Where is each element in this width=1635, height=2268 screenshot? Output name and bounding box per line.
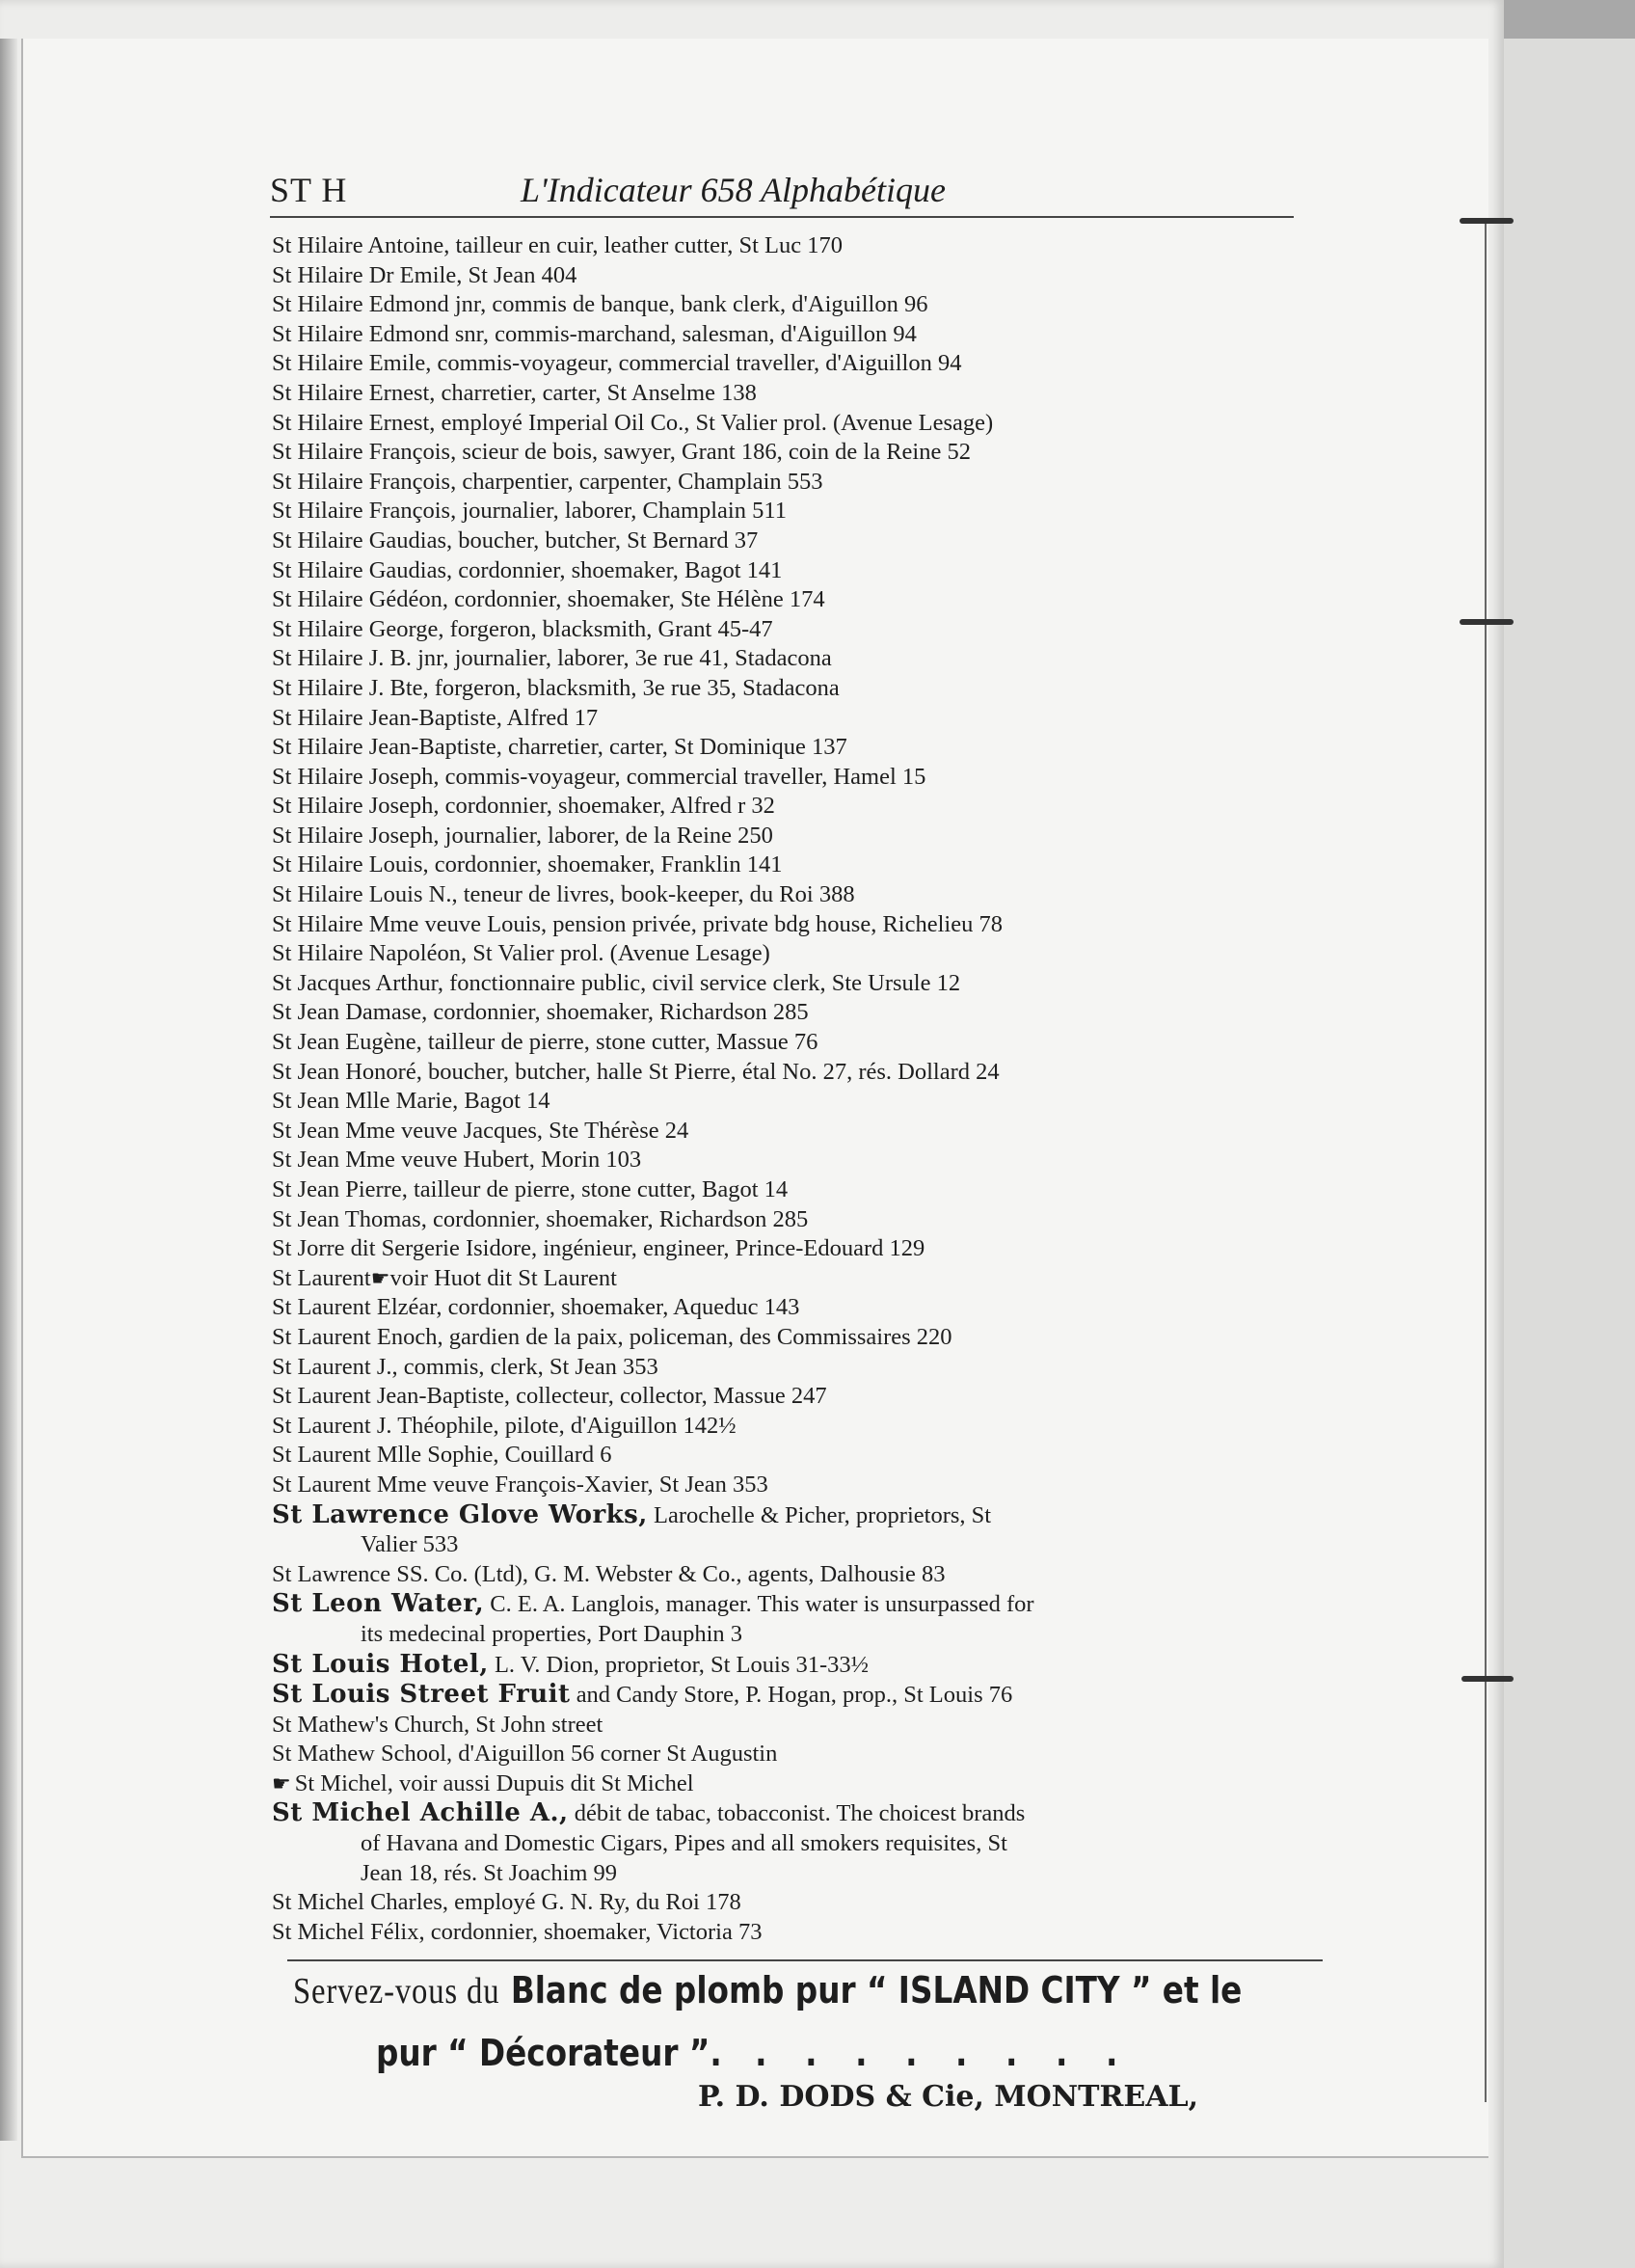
directory-entry: St Hilaire Antoine, tailleur en cuir, leather cutter, St Luc 170 xyxy=(272,232,843,258)
margin-line xyxy=(1485,222,1487,2102)
footer-rule xyxy=(287,1959,1323,1961)
directory-entry: St Jean Mme veuve Hubert, Morin 103 xyxy=(272,1147,642,1174)
directory-entry: St Hilaire George, forgeron, blacksmith, Grant 45-47 xyxy=(272,615,773,642)
directory-entry: St Jean Damase, cordonnier, shoemaker, Richardson 285 xyxy=(272,999,809,1026)
pointing-hand-icon: ☛ xyxy=(370,1265,390,1290)
ad-line-1 xyxy=(293,1969,1243,2012)
directory-entry: St Jean Pierre, tailleur de pierre, stone cutter, Bagot 14 xyxy=(272,1176,789,1202)
directory-entry: St Laurent J. Théophile, pilote, d'Aiguillon 142½ xyxy=(272,1412,737,1439)
directory-entry: St Hilaire Dr Emile, St Jean 404 xyxy=(272,261,577,288)
entry-text: voir Huot dit St Laurent xyxy=(389,1264,617,1291)
directory-entry: St Jean Mme veuve Jacques, Ste Thérèse 24 xyxy=(272,1117,689,1144)
directory-entry: St Jacques Arthur, fonctionnaire public, civil service clerk, Ste Ursule 12 xyxy=(272,969,961,996)
directory-entry: St Jean Honoré, boucher, butcher, halle St Pierre, étal No. 27, rés. Dollard 24 xyxy=(272,1058,1000,1085)
directory-entry: St Hilaire Joseph, cordonnier, shoemaker, Alfred r 32 xyxy=(272,793,775,820)
pointing-hand-icon: ☛ xyxy=(272,1770,291,1796)
margin-tick xyxy=(1460,218,1514,224)
entry-text: St Laurent xyxy=(272,1264,371,1291)
footer-advertisement xyxy=(293,1969,1334,2114)
directory-entry: Jean 18, rés. St Joachim 99 xyxy=(361,1859,618,1886)
directory-entry: of Havana and Domestic Cigars, Pipes and all smokers requisites, St xyxy=(361,1830,1007,1857)
entry-text: Larochelle & Picher, proprietors, St xyxy=(647,1501,992,1528)
running-head xyxy=(270,170,1292,218)
directory-entry: St Laurent J., commis, clerk, St Jean 353 xyxy=(272,1353,658,1380)
header-rule xyxy=(270,216,1294,218)
right-edge-strip xyxy=(1504,39,1635,2268)
ad-advertiser: P. D. DODS & Cie, MONTREAL, xyxy=(698,2080,1199,2114)
entry-text: St Michel, voir aussi Dupuis dit St Michel xyxy=(294,1769,694,1796)
directory-entry xyxy=(272,1650,1323,1681)
directory-entry: St Hilaire Louis, cordonnier, shoemaker, Franklin 141 xyxy=(272,851,783,878)
entry-text: L. V. Dion, proprietor, St Louis 31-33½ xyxy=(488,1651,870,1678)
business-name: St Lawrence Glove Works, xyxy=(272,1499,648,1529)
entry-text: C. E. A. Langlois, manager. This water is unsurpassed for xyxy=(484,1591,1034,1618)
ad-product-2: pur “ Décorateur ”. xyxy=(376,2032,722,2074)
business-name: St Louis Hotel, xyxy=(272,1649,489,1679)
directory-entry: St Jean Thomas, cordonnier, shoemaker, Richardson 285 xyxy=(272,1205,809,1232)
directory-entry: its medecinal properties, Port Dauphin 3 xyxy=(361,1620,742,1647)
directory-entry: St Hilaire Emile, commis-voyageur, commercial traveller, d'Aiguillon 94 xyxy=(272,350,962,377)
directory-entry: Valier 533 xyxy=(361,1531,459,1558)
directory-entry: St Hilaire Gédéon, cordonnier, shoemaker, Ste Hélène 174 xyxy=(272,586,825,613)
directory-entry: St Laurent Mme veuve François-Xavier, St Jean 353 xyxy=(272,1471,768,1498)
directory-entry: St Hilaire Joseph, commis-voyageur, commercial traveller, Hamel 15 xyxy=(272,763,926,790)
binding-shadow xyxy=(0,39,17,2141)
directory-entry: St Hilaire Napoléon, St Valier prol. (Avenue Lesage) xyxy=(272,940,770,967)
directory-entry: St Laurent Jean-Baptiste, collecteur, collector, Massue 247 xyxy=(272,1383,827,1410)
directory-entry: St Laurent Elzéar, cordonnier, shoemaker, Aqueduc 143 xyxy=(272,1294,800,1321)
page-title: L'Indicateur 658 Alphabétique xyxy=(521,171,946,209)
directory-entry: St Mathew's Church, St John street xyxy=(272,1711,603,1738)
directory-entry: St Mathew School, d'Aiguillon 56 corner St Augustin xyxy=(272,1741,778,1768)
ad-small-caps: Servez-vous du xyxy=(293,1971,500,2012)
business-name: St Leon Water, xyxy=(272,1589,485,1619)
margin-tick xyxy=(1461,1676,1514,1682)
directory-entry: St Hilaire J. B. jnr, journalier, laborer, 3e rue 41, Stadacona xyxy=(272,645,832,672)
directory-entry: St Hilaire Edmond snr, commis-marchand, salesman, d'Aiguillon 94 xyxy=(272,320,917,347)
directory-entry: St Hilaire J. Bte, forgeron, blacksmith, 3e rue 35, Stadacona xyxy=(272,674,840,701)
entry-text: débit de tabac, tobacconist. The choicest brands xyxy=(568,1800,1026,1827)
business-name: St Louis Street Fruit xyxy=(272,1680,571,1710)
directory-entry: St Jorre dit Sergerie Isidore, ingénieur, engineer, Prince-Edouard 129 xyxy=(272,1235,925,1262)
directory-entry: St Hilaire Gaudias, boucher, butcher, St Bernard 37 xyxy=(272,526,759,554)
directory-entry: St Hilaire Jean-Baptiste, Alfred 17 xyxy=(272,704,599,731)
directory-entry: St Hilaire Ernest, employé Imperial Oil Co., St Valier prol. (Avenue Lesage) xyxy=(272,409,994,436)
ad-line-2 xyxy=(376,2032,1200,2074)
directory-entry: St Michel Charles, employé G. N. Ry, du Roi 178 xyxy=(272,1889,741,1916)
directory-entry xyxy=(272,1798,1323,1829)
business-name: St Michel Achille A., xyxy=(272,1798,569,1828)
directory-entry xyxy=(272,1589,1323,1620)
directory-entry: St Hilaire Mme veuve Louis, pension privée, private bdg house, Richelieu 78 xyxy=(272,910,1003,937)
directory-entry: St Hilaire Ernest, charretier, carter, St Anselme 138 xyxy=(272,379,757,406)
directory-entry: St Hilaire François, journalier, laborer, Champlain 511 xyxy=(272,498,787,525)
directory-entry: St Lawrence SS. Co. (Ltd), G. M. Webster & Co., agents, Dalhousie 83 xyxy=(272,1560,946,1587)
directory-entry: St Laurent Mlle Sophie, Couillard 6 xyxy=(272,1442,612,1469)
directory-entry: St Hilaire François, charpentier, carpenter, Champlain 553 xyxy=(272,468,823,495)
ad-product: Blanc de plomb pur “ ISLAND CITY ” et le xyxy=(510,1969,1243,2012)
directory-entry xyxy=(272,1769,1323,1799)
directory-entry xyxy=(272,1264,1323,1294)
directory-entries xyxy=(272,231,1323,1947)
section-letters: ST H xyxy=(270,171,348,209)
directory-entry: St Hilaire Jean-Baptiste, charretier, carter, St Dominique 137 xyxy=(272,734,847,761)
directory-entry: St Hilaire Gaudias, cordonnier, shoemaker, Bagot 141 xyxy=(272,556,783,583)
directory-entry: St Hilaire François, scieur de bois, sawyer, Grant 186, coin de la Reine 52 xyxy=(272,439,971,466)
directory-entry: St Laurent Enoch, gardien de la paix, policeman, des Commissaires 220 xyxy=(272,1323,952,1350)
directory-entry: St Hilaire Joseph, journalier, laborer, de la Reine 250 xyxy=(272,822,773,849)
directory-entry: St Hilaire Edmond jnr, commis de banque, bank clerk, d'Aiguillon 96 xyxy=(272,291,928,318)
directory-entry xyxy=(272,1680,1323,1711)
directory-entry: St Jean Mlle Marie, Bagot 14 xyxy=(272,1088,550,1115)
ad-dots: ........ xyxy=(755,2032,1156,2074)
directory-entry: St Jean Eugène, tailleur de pierre, stone cutter, Massue 76 xyxy=(272,1029,818,1056)
margin-tick xyxy=(1460,619,1514,625)
directory-entry: St Hilaire Louis N., teneur de livres, book-keeper, du Roi 388 xyxy=(272,881,855,908)
directory-entry xyxy=(272,1500,1323,1531)
directory-entry: St Michel Félix, cordonnier, shoemaker, Victoria 73 xyxy=(272,1918,763,1945)
entry-text: and Candy Store, P. Hogan, prop., St Louis 76 xyxy=(570,1682,1013,1709)
